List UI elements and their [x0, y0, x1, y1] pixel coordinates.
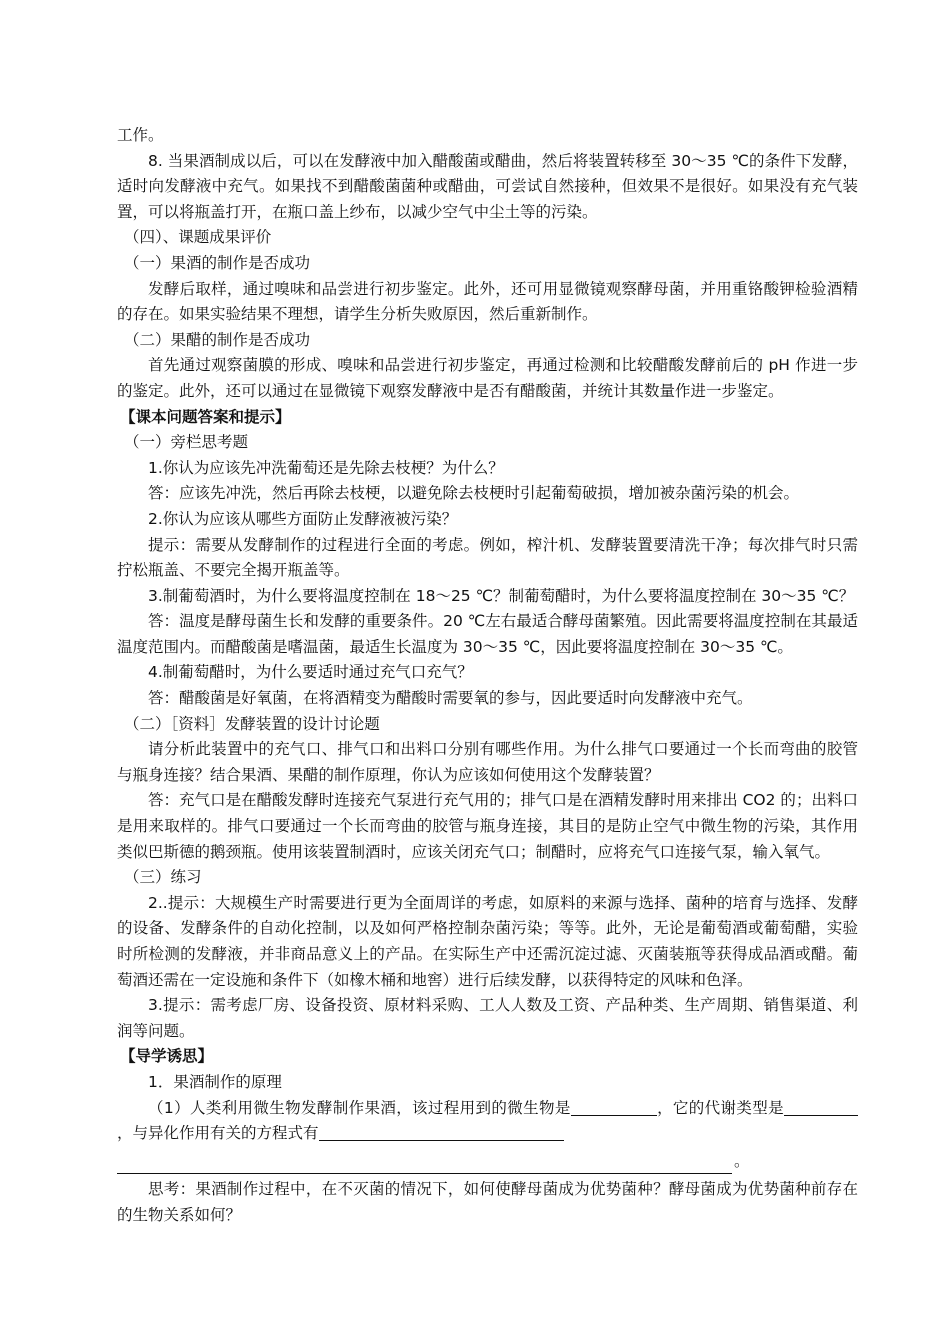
paragraph-step-8: 8. 当果酒制成以后，可以在发酵液中加入醋酸菌或醋曲，然后将装置转移至 30～35 ℃的条件下发酵，适时向发酵液中充气。如果找不到醋酸菌菌种或醋曲，可尝试自然接种，但效果不是很好。如果没有充气装置，可以将瓶盖打开，在瓶口盖上纱布，以减少空气中尘土等的污染。: [117, 151, 858, 221]
heading-textbook-answers: 【课本问题答案和提示】: [120, 407, 291, 426]
practice-answer-3: 3.提示：需考虑厂房、设备投资、原材料采购、工人人数及工资、产品种类、生产周期、销售渠道、利润等问题。: [117, 996, 858, 1040]
paragraph-wine-evaluation: 发酵后取样，通过嗅味和品尝进行初步鉴定。此外，还可用显微镜观察酵母菌，并用重铬酸钾检验酒精的存在。如果实验结果不理想，请学生分析失败原因，然后重新制作。: [117, 279, 858, 324]
line-end-mark: 。: [734, 1151, 750, 1170]
question-2: 2.你认为应该从哪些方面防止发酵液被污染？: [148, 509, 458, 528]
blank-metabolic-type[interactable]: [784, 1097, 858, 1116]
question-1-text-c: ，与异化作用有关的方程式有: [117, 1124, 319, 1143]
paragraph-continuation: 工作。: [117, 126, 164, 144]
question-4: 4.制葡萄醋时，为什么要适时通过充气口充气？: [148, 663, 473, 682]
question-1-text-a: （1）人类利用微生物发酵制作果酒，该过程用到的微生物是: [148, 1098, 571, 1117]
device-answer: 答：充气口是在醋酸发酵时连接充气泵进行充气用的；排气口是在酒精发酵时用来排出 CO2 的；出料口是用来取样的。排气口要通过一个长而弯曲的胶管与瓶身连接，其目的是防止空气中微生物的污染，其作用类似巴斯德的鹅颈瓶。使用该装置制酒时，应该关闭充气口；制醋时，应将充气口连接气泵，输入氧气。: [117, 791, 858, 861]
answer-3: 答：温度是酵母菌生长和发酵的重要条件。20 ℃左右最适合酵母菌繁殖。因此需要将温度控制在其最适温度范围内。而醋酸菌是嗜温菌，最适生长温度为 30～35 ℃，因此要将温度控制在 30～35 ℃。: [117, 612, 858, 656]
heading-guided-study: 【导学诱思】: [120, 1047, 214, 1066]
practice-answer-2: 2..提示：大规模生产时需要进行更为全面周详的考虑，如原料的来源与选择、菌种的培育与选择、发酵的设备、发酵条件的自动化控制，以及如何严格控制杂菌污染；等等。此外，无论是葡萄酒或葡萄醋，实验时所检测的发酵液，并非商品意义上的产品。在实际生产中还需沉淀过滤、灭菌装瓶等获得成品酒或醋。葡萄酒还需在一定设施和条件下（如橡木桶和地窖）进行后续发酵，以获得特定的风味和色泽。: [117, 893, 858, 989]
subheading-sidebar-questions: （一）旁栏思考题: [124, 433, 249, 452]
fill-in-question-1: [117, 1096, 858, 1147]
answer-1: 答：应该先冲洗，然后再除去枝梗，以避免除去枝梗时引起葡萄破损，增加被杂菌污染的机会。: [148, 484, 800, 503]
subheading-device-discussion: （二）［资料］发酵装置的设计讨论题: [124, 714, 380, 733]
question-1: 1.你认为应该先冲洗葡萄还是先除去枝梗？为什么？: [148, 458, 504, 477]
blank-microorganism[interactable]: [571, 1097, 657, 1116]
blank-equation[interactable]: [319, 1122, 564, 1141]
answer-line-row: [117, 1149, 858, 1175]
think-question: 思考：果酒制作过程中，在不灭菌的情况下，如何使酵母菌成为优势菌种？酵母菌成为优势菌种前存在的生物关系如何？: [117, 1180, 858, 1224]
device-question: 请分析此装置中的充气口、排气口和出料口分别有哪些作用。为什么排气口要通过一个长而弯曲的胶管与瓶身连接？结合果酒、果醋的制作原理，你认为应该如何使用这个发酵装置？: [117, 740, 858, 784]
subheading-wine-principle: 1．果酒制作的原理: [148, 1072, 282, 1091]
subheading-practice: （三）练习: [124, 868, 202, 887]
question-1-text-b: ，它的代谢类型是: [656, 1098, 784, 1117]
subheading-wine-success: （一）果酒的制作是否成功: [124, 253, 311, 272]
section-heading-evaluation: （四）、课题成果评价: [124, 228, 272, 247]
answer-2: 提示：需要从发酵制作的过程进行全面的考虑。例如，榨汁机、发酵装置要清洗干净；每次排气时只需拧松瓶盖、不要完全揭开瓶盖等。: [117, 535, 858, 580]
question-3: 3.制葡萄酒时，为什么要将温度控制在 18～25 ℃？制葡萄醋时，为什么要将温度控制在 30～35 ℃？: [148, 586, 855, 605]
subheading-vinegar-success: （二）果醋的制作是否成功: [124, 330, 311, 349]
blank-equation-continued[interactable]: [117, 1154, 732, 1174]
paragraph-vinegar-evaluation: 首先通过观察菌膜的形成、嗅味和品尝进行初步鉴定，再通过检测和比较醋酸发酵前后的 pH 作进一步的鉴定。此外，还可以通过在显微镜下观察发酵液中是否有醋酸菌，并统计其数量作进一步鉴定。: [117, 356, 858, 400]
answer-4: 答：醋酸菌是好氧菌，在将酒精变为醋酸时需要氧的参与，因此要适时向发酵液中充气。: [148, 689, 753, 708]
